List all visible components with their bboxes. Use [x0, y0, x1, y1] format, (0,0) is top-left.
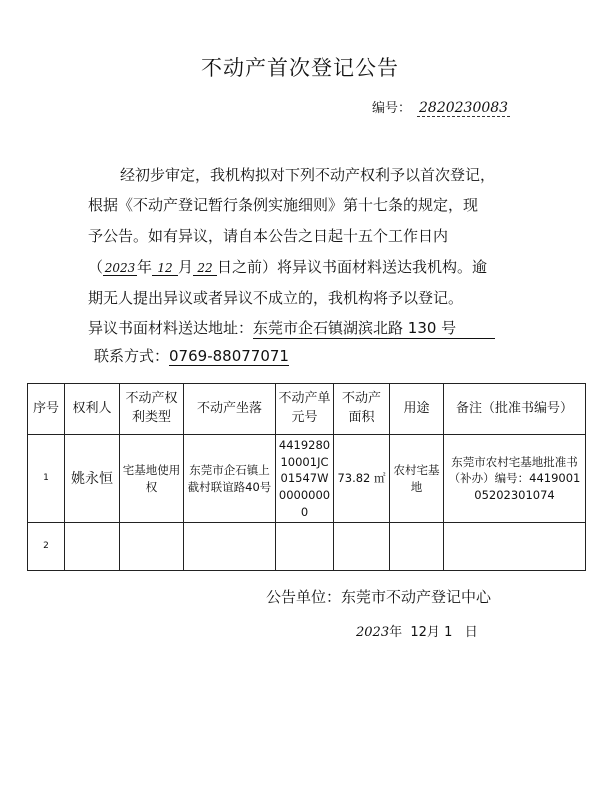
paragraph-line-4: [88, 256, 487, 277]
registration-table: [27, 383, 586, 571]
table-row: [28, 435, 586, 523]
paren-open: （: [88, 258, 104, 276]
document-number-label: 编号：: [372, 101, 412, 116]
deadline-year: 2023: [104, 261, 136, 275]
deadline-month: 12: [152, 261, 178, 276]
announcement-date: [356, 621, 478, 640]
deadline-month-unit: 月: [178, 258, 194, 276]
contact-value: 0769-88077071: [169, 347, 289, 365]
row-remark: 东莞市农村宅基地批准书（补办）编号：441900105202301074: [444, 435, 586, 523]
row-area: [334, 523, 390, 571]
column-header: 备注（批准书编号）: [444, 384, 586, 435]
row-right-type: [120, 523, 184, 571]
column-header: 用途: [390, 384, 444, 435]
contact-label: 联系方式：: [94, 347, 170, 365]
row-remark: [444, 523, 586, 571]
paragraph-line-1: 经初步审定，我机构拟对下列不动产权利予以首次登记，: [120, 166, 496, 184]
row-holder: 姚永恒: [65, 435, 120, 523]
row-usage: 农村宅基地: [390, 435, 444, 523]
column-header: 不动产单元号: [276, 384, 334, 435]
row-right-type: 宅基地使用权: [120, 435, 184, 523]
row-location: 东莞市企石镇上截村联谊路40号: [184, 435, 276, 523]
column-header: 不动产面积: [334, 384, 390, 435]
objection-address-value: 东莞市企石镇湖滨北路 130 号: [253, 317, 495, 339]
table-row: [28, 523, 586, 571]
column-header: 序号: [28, 384, 65, 435]
contact-info: [94, 345, 289, 366]
deadline-rest: 日之前）将异议书面材料送达我机构。逾: [217, 258, 488, 276]
date-month: 12: [410, 625, 427, 640]
row-seq: 1: [28, 435, 65, 523]
paragraph-line-5: 期无人提出异议或者异议不成立的，我机构将予以登记。: [88, 289, 464, 307]
announcing-unit: 公告单位：东莞市不动产登记中心: [266, 588, 492, 606]
date-day: 1: [444, 625, 453, 640]
row-usage: [390, 523, 444, 571]
deadline-year-unit: 年: [137, 258, 153, 276]
paragraph-line-3: 予公告。如有异议，请自本公告之日起十五个工作日内: [88, 227, 449, 245]
row-location: [184, 523, 276, 571]
column-header: 不动产权利类型: [120, 384, 184, 435]
table-header-row: [28, 384, 586, 435]
date-day-unit: 日: [464, 625, 478, 640]
row-seq: 2: [28, 523, 65, 571]
page-title: 不动产首次登记公告: [201, 56, 399, 80]
document-number: [372, 97, 510, 116]
column-header: 不动产坐落: [184, 384, 276, 435]
row-area: 73.82 ㎡: [334, 435, 390, 523]
objection-address-label: 异议书面材料送达地址：: [88, 319, 254, 337]
row-holder: [65, 523, 120, 571]
date-year-unit: 年: [389, 625, 403, 640]
date-year: 2023: [356, 625, 390, 640]
paragraph-line-2: 根据《不动产登记暂行条例实施细则》第十七条的规定，现: [88, 196, 479, 214]
deadline-day: 22: [193, 261, 217, 276]
document-number-value: 2820230083: [419, 100, 509, 116]
row-unit-number: 441928010001JC01547W00000000: [276, 435, 334, 523]
row-unit-number: [276, 523, 334, 571]
column-header: 权利人: [65, 384, 120, 435]
date-month-unit: 月: [426, 625, 440, 640]
objection-address: [88, 317, 495, 339]
